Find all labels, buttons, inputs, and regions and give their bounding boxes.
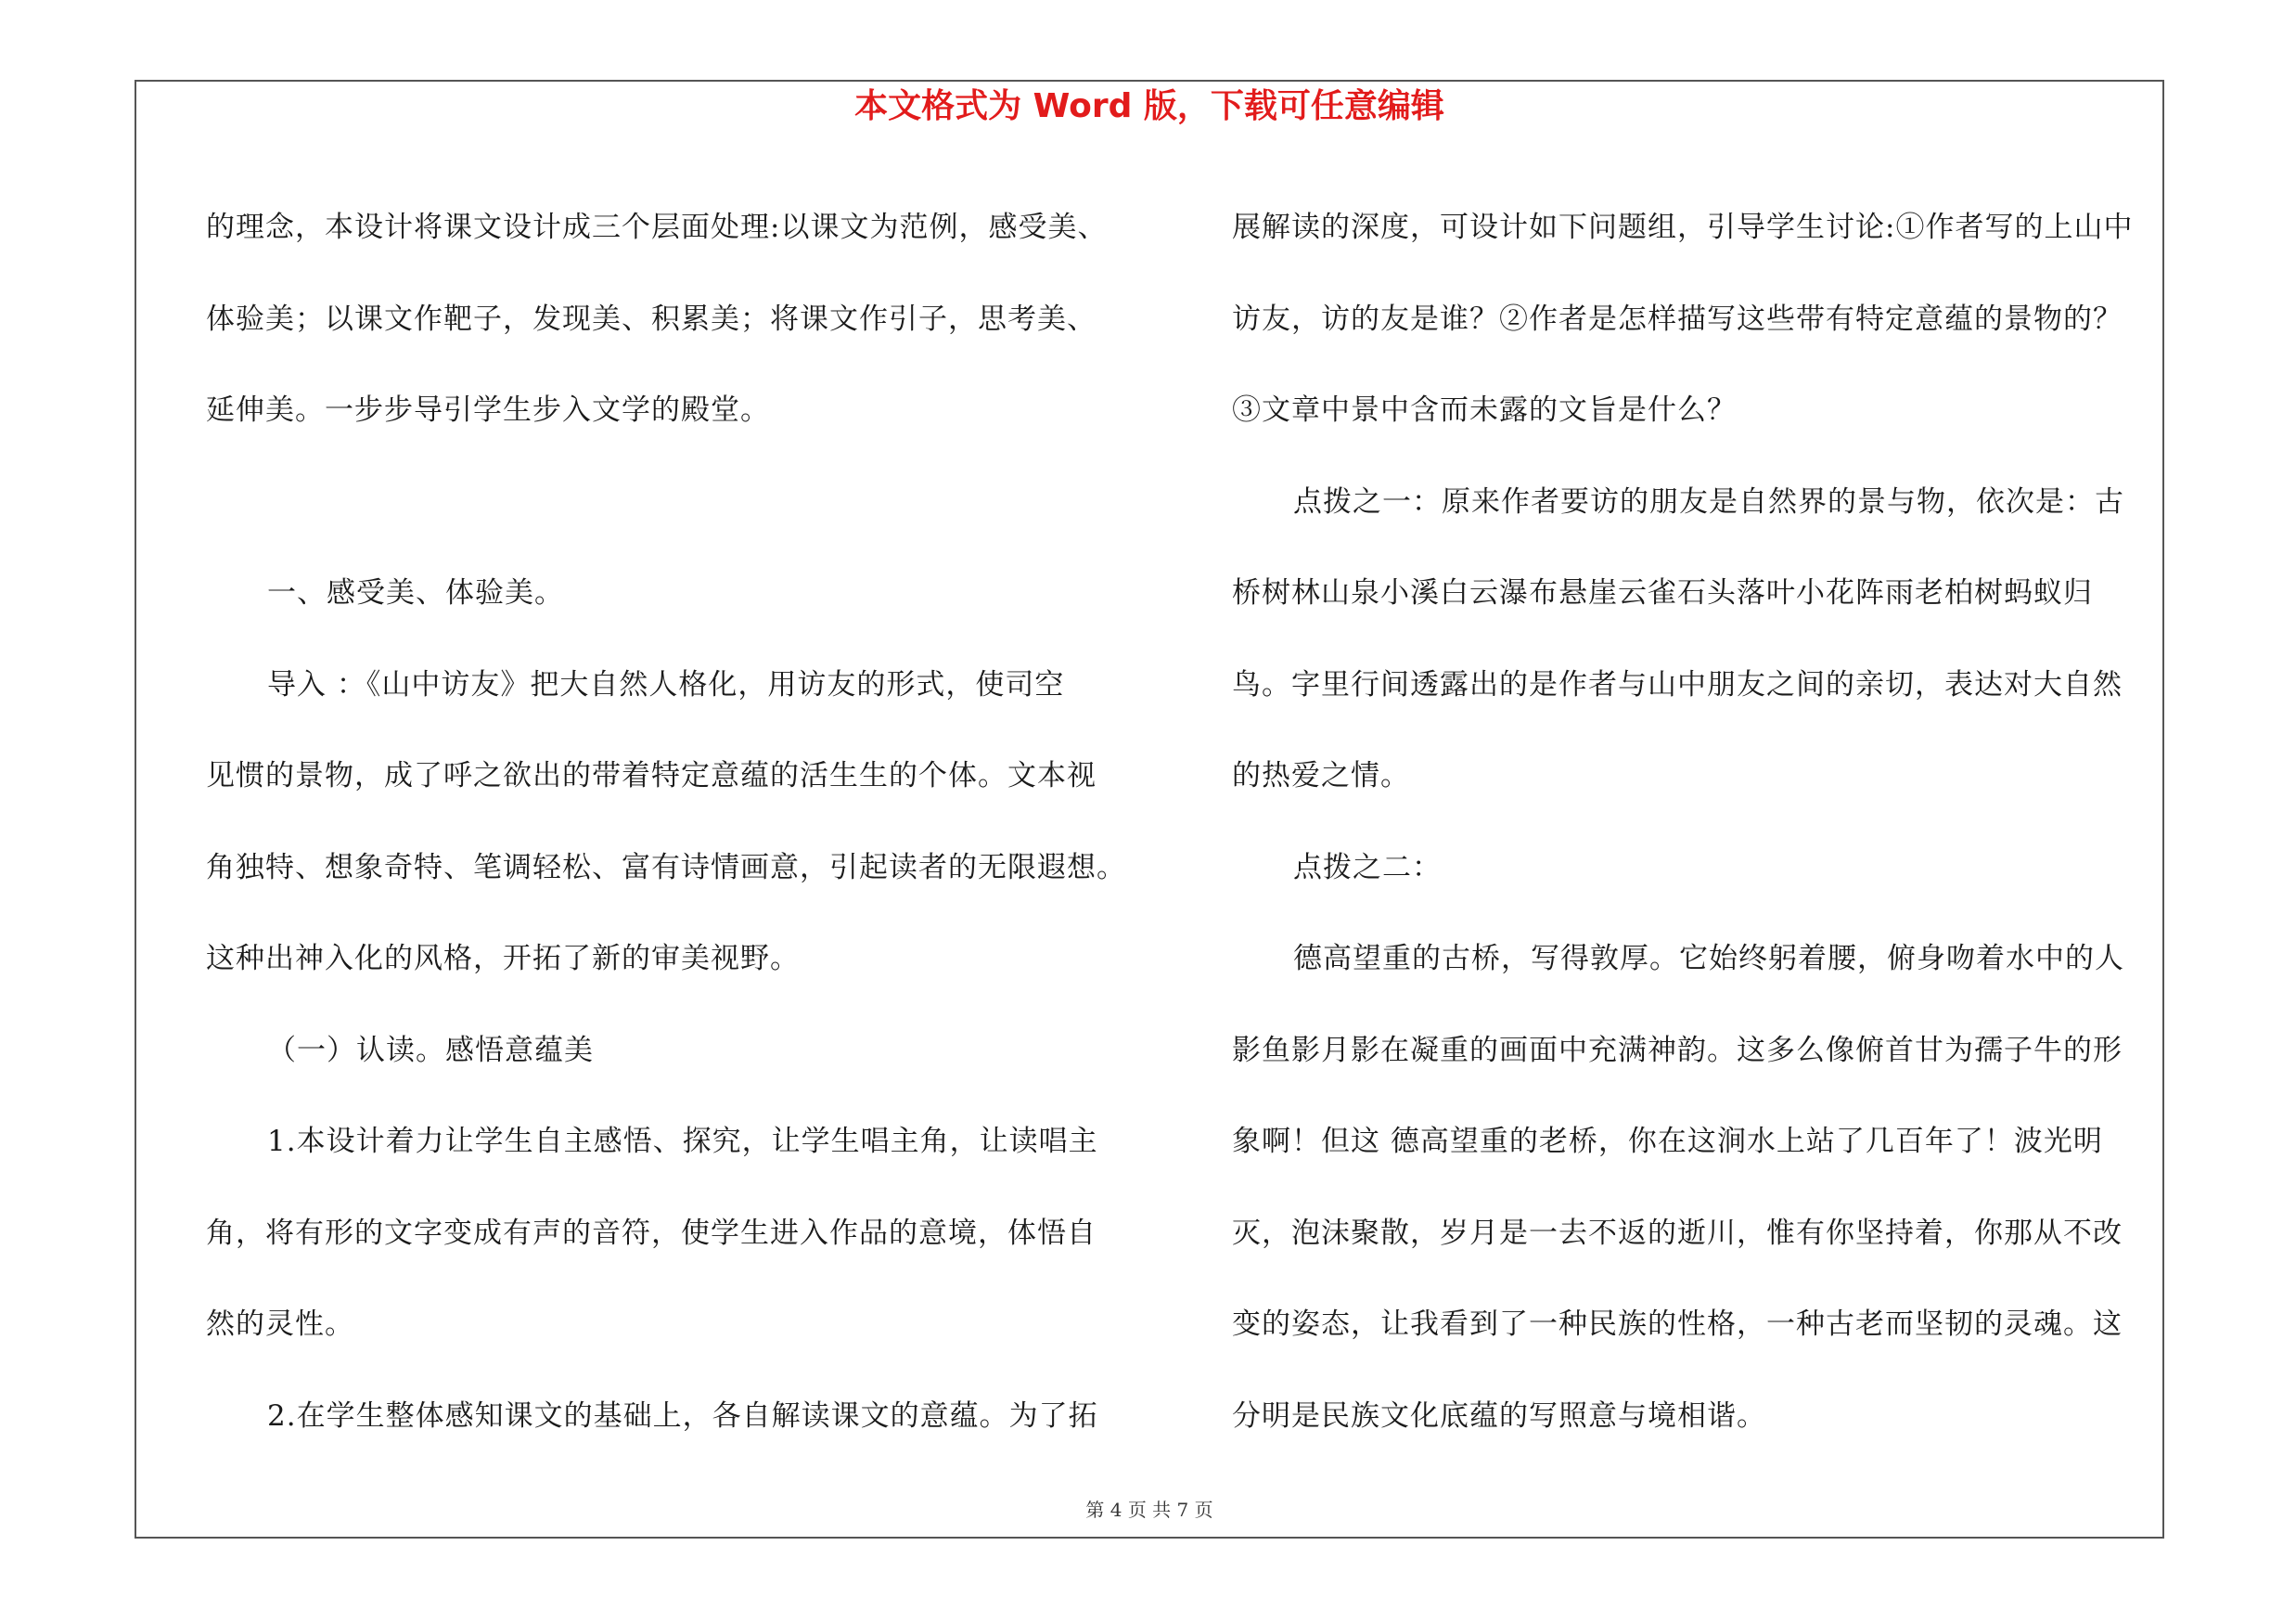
paragraph-line: 见惯的景物，成了呼之欲出的带着特定意蕴的活生生的个体。文本视: [206, 759, 1097, 792]
paragraph-line: 延伸美。一步步导引学生步入文学的殿堂。: [206, 393, 770, 427]
section-heading: 一、感受美、体验美。: [267, 576, 564, 610]
paragraph-line: 的热爱之情。: [1232, 759, 1410, 792]
paragraph-line: 然的灵性。: [206, 1307, 354, 1341]
paragraph-line: 鸟。字里行间透露出的是作者与山中朋友之间的亲切，表达对大自然: [1232, 667, 2123, 702]
paragraph-line: 展解读的深度，可设计如下问题组，引导学生讨论:①作者写的上山中: [1232, 211, 2134, 244]
paragraph-line: 点拨之二：: [1293, 850, 1442, 884]
right-column: [1232, 182, 2169, 1462]
blank-line: [206, 457, 1143, 548]
paragraph-line: 变的姿态，让我看到了一种民族的性格，一种古老而坚韧的灵魂。这: [1232, 1307, 2123, 1341]
format-banner: 本文格式为 Word 版，下载可任意编辑: [854, 87, 1444, 125]
paragraph-line: 德高望重的古桥，写得敦厚。它始终躬着腰，俯身吻着水中的人: [1293, 942, 2124, 975]
paragraph-line: 2.在学生整体感知课文的基础上，各自解读课文的意蕴。为了拓: [267, 1398, 1098, 1433]
page-number: 第 4 页 共 7 页: [1085, 1499, 1213, 1521]
paragraph-line: 桥树林山泉小溪白云瀑布悬崖云雀石头落叶小花阵雨老柏树蚂蚁归: [1232, 576, 2093, 610]
paragraph-line: 影鱼影月影在凝重的画面中充满神韵。这多么像俯首甘为孺子牛的形: [1232, 1033, 2123, 1067]
paragraph-line: 角独特、想象奇特、笔调轻松、富有诗情画意，引起读者的无限遐想。: [206, 850, 1126, 884]
paragraph-line: 分明是民族文化底蕴的写照意与境相谐。: [1232, 1398, 1766, 1433]
paragraph-line: 角，将有形的文字变成有声的音符，使学生进入作品的意境，体悟自: [206, 1216, 1097, 1250]
subsection-heading: （一）认读。感悟意蕴美: [267, 1033, 594, 1067]
paragraph-line: 1.本设计着力让学生自主感悟、探究，让学生唱主角，让读唱主: [267, 1125, 1098, 1158]
paragraph-line: 导入 ：《山中访友》把大自然人格化，用访友的形式，使司空: [267, 667, 1065, 702]
paragraph-line: 灭，泡沫聚散，岁月是一去不返的逝川，惟有你坚持着，你那从不改: [1232, 1216, 2123, 1250]
paragraph-line: ③文章中景中含而未露的文旨是什么？: [1232, 393, 1737, 427]
paragraph-line: 访友，访的友是谁？②作者是怎样描写这些带有特定意蕴的景物的？: [1232, 302, 2123, 336]
paragraph-line: 体验美；以课文作靶子，发现美、积累美；将课文作引子，思考美、: [206, 302, 1097, 336]
left-column: [206, 182, 1143, 1462]
paragraph-line: 象啊！但这 德高望重的老桥，你在这涧水上站了几百年了！波光明: [1232, 1125, 2103, 1158]
paragraph-line: 这种出神入化的风格，开拓了新的审美视野。: [206, 942, 800, 975]
paragraph-line: 的理念，本设计将课文设计成三个层面处理:以课文为范例，感受美、: [206, 211, 1108, 244]
paragraph-line: 点拨之一：原来作者要访的朋友是自然界的景与物，依次是：古: [1293, 484, 2124, 519]
